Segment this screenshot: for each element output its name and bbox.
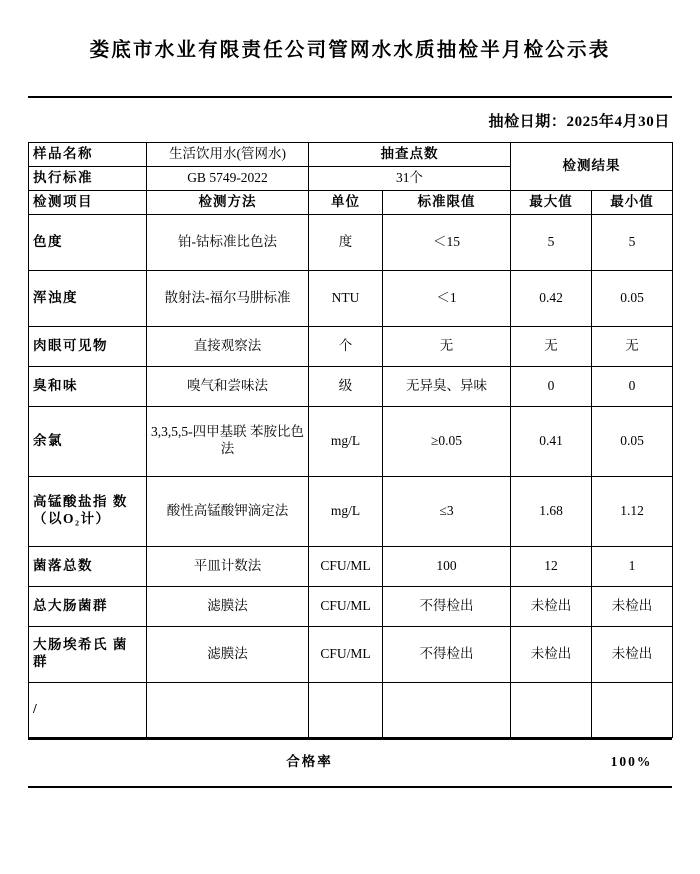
row-item: 肉眼可见物 [29, 326, 147, 366]
blank-cell-unit [309, 682, 383, 737]
blank-cell-max [511, 682, 592, 737]
row-method: 3,3,5,5-四甲基联 苯胺比色法 [147, 406, 309, 476]
pass-rate-value: 100% [610, 754, 653, 770]
row-limit: 无异臭、异味 [383, 366, 511, 406]
table-row [29, 476, 673, 546]
row-item: 浑浊度 [29, 270, 147, 326]
date-band [28, 98, 672, 142]
table-row [29, 546, 673, 586]
row-limit: ≥0.05 [383, 406, 511, 476]
title-band [28, 0, 672, 96]
row-min: 未检出 [592, 626, 673, 682]
pass-rate-label: 合格率 [286, 754, 333, 770]
row-max: 12 [511, 546, 592, 586]
row-unit: NTU [309, 270, 383, 326]
row-method: 散射法-福尔马肼标准 [147, 270, 309, 326]
table-row [29, 326, 673, 366]
row-unit: 个 [309, 326, 383, 366]
row-min: 0.05 [592, 270, 673, 326]
row-item: 大肠埃希氏 菌群 [29, 626, 147, 682]
row-min: 未检出 [592, 586, 673, 626]
row-limit: 不得检出 [383, 586, 511, 626]
table-row [29, 214, 673, 270]
bottom-divider [28, 786, 672, 788]
row-item: 臭和味 [29, 366, 147, 406]
header-max: 最大值 [511, 190, 592, 214]
table-row-blank [29, 682, 673, 737]
row-max: 5 [511, 214, 592, 270]
table-row [29, 270, 673, 326]
row-limit: ＜15 [383, 214, 511, 270]
page-title: 娄底市水业有限责任公司管网水水质抽检半月检公示表 [89, 40, 611, 61]
standard-value: GB 5749-2022 [147, 166, 309, 190]
pass-rate-row [28, 740, 672, 786]
row-method: 嗅气和尝味法 [147, 366, 309, 406]
row-max: 无 [511, 326, 592, 366]
row-unit: CFU/ML [309, 546, 383, 586]
blank-row-marker: / [29, 682, 147, 737]
header-unit: 单位 [309, 190, 383, 214]
row-min: 0 [592, 366, 673, 406]
row-item: 高锰酸盐指 数（以O₂计） [29, 476, 147, 546]
row-min: 0.05 [592, 406, 673, 476]
sample-name-value: 生活饮用水(管网水) [147, 143, 309, 167]
header-limit: 标准限值 [383, 190, 511, 214]
table-row [29, 586, 673, 626]
table-row [29, 626, 673, 682]
row-min: 1 [592, 546, 673, 586]
blank-cell-min [592, 682, 673, 737]
water-quality-table [28, 142, 673, 738]
row-unit: CFU/ML [309, 586, 383, 626]
row-limit: ≤3 [383, 476, 511, 546]
pass-rate-table [28, 740, 672, 786]
row-max: 1.68 [511, 476, 592, 546]
row-limit: 100 [383, 546, 511, 586]
header-method: 检测方法 [147, 190, 309, 214]
row-min: 1.12 [592, 476, 673, 546]
row-method: 直接观察法 [147, 326, 309, 366]
sample-points-label: 抽查点数 [309, 143, 511, 167]
sampling-date: 抽检日期：2025年4月30日 [488, 113, 670, 130]
table-row [29, 406, 673, 476]
row-limit: 不得检出 [383, 626, 511, 682]
row-method: 酸性高锰酸钾滴定法 [147, 476, 309, 546]
header-item: 检测项目 [29, 190, 147, 214]
row-method: 滤膜法 [147, 626, 309, 682]
row-unit: CFU/ML [309, 626, 383, 682]
blank-cell-method [147, 682, 309, 737]
row-method: 滤膜法 [147, 586, 309, 626]
row-unit: 度 [309, 214, 383, 270]
table-row-sample-name [29, 143, 673, 167]
row-item: 余氯 [29, 406, 147, 476]
row-limit: ＜1 [383, 270, 511, 326]
table-row [29, 366, 673, 406]
row-max: 0 [511, 366, 592, 406]
row-max: 未检出 [511, 586, 592, 626]
result-header: 检测结果 [511, 143, 673, 191]
row-method: 平皿计数法 [147, 546, 309, 586]
row-max: 未检出 [511, 626, 592, 682]
row-unit: mg/L [309, 406, 383, 476]
standard-label: 执行标准 [29, 166, 147, 190]
row-limit: 无 [383, 326, 511, 366]
row-unit: mg/L [309, 476, 383, 546]
row-item: 总大肠菌群 [29, 586, 147, 626]
row-max: 0.42 [511, 270, 592, 326]
sample-name-label: 样品名称 [29, 143, 147, 167]
row-item: 色度 [29, 214, 147, 270]
blank-cell-limit [383, 682, 511, 737]
header-min: 最小值 [592, 190, 673, 214]
row-method: 铂-钴标准比色法 [147, 214, 309, 270]
row-item: 菌落总数 [29, 546, 147, 586]
table-header-row [29, 190, 673, 214]
row-min: 无 [592, 326, 673, 366]
row-unit: 级 [309, 366, 383, 406]
sample-points-value: 31个 [309, 166, 511, 190]
row-max: 0.41 [511, 406, 592, 476]
row-min: 5 [592, 214, 673, 270]
